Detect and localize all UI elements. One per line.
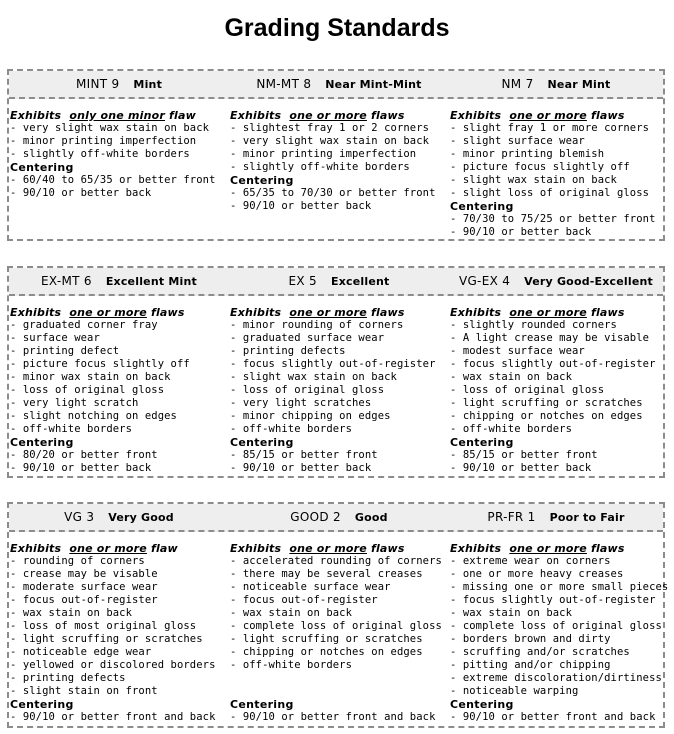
flaw-item: - wax stain on back	[10, 607, 133, 619]
flaw-item: - very slight wax stain on back	[230, 135, 430, 147]
grade-description: Very Good	[108, 510, 174, 524]
flaw-item: - off-white borders	[10, 423, 133, 435]
flaw-item: - light scruffing or scratches	[230, 633, 423, 645]
flaw-item: - off-white borders	[450, 423, 573, 435]
centering-heading: Centering	[230, 436, 294, 449]
flaw-item: - scruffing and/or scratches	[450, 646, 630, 658]
flaw-item: - slight wax stain on back	[230, 371, 397, 383]
grade-description: Near Mint	[547, 77, 611, 91]
flaw-item: - loss of original gloss	[450, 384, 605, 396]
flaw-item: - modest surface wear	[450, 345, 585, 357]
flaw-item: - picture focus slightly off	[10, 358, 190, 370]
flaw-item: - noticeable warping	[450, 685, 579, 697]
exhibits-heading: Exhibits one or more flaws	[230, 306, 405, 319]
centering-item: - 90/10 or better front and back	[230, 711, 436, 723]
flaw-item: - slightly rounded corners	[450, 319, 617, 331]
grade-code: GOOD 2	[290, 510, 341, 524]
grade-description: Very Good-Excellent	[524, 274, 654, 288]
grade-column	[229, 109, 449, 239]
grade-code: VG-EX 4	[458, 274, 511, 288]
flaw-item: - picture focus slightly off	[450, 161, 630, 173]
grade-column	[9, 542, 229, 724]
centering-item: - 90/10 or better front and back	[10, 711, 216, 723]
exhibits-heading: Exhibits one or more flaws	[230, 542, 405, 555]
flaw-item: - light scruffing or scratches	[10, 633, 203, 645]
flaw-item: - very light scratch	[10, 397, 139, 409]
page-title: Grading Standards	[224, 14, 450, 42]
centering-item: - 90/10 or better back	[450, 462, 592, 474]
flaw-item: - noticeable surface wear	[230, 581, 391, 593]
centering-item: - 90/10 or better back	[230, 200, 372, 212]
flaw-item: - slight loss of original gloss	[450, 187, 650, 199]
flaw-item: - crease may be visable	[10, 568, 158, 580]
exhibits-heading: Exhibits one or more flaw	[10, 542, 178, 555]
centering-heading: Centering	[450, 436, 514, 449]
exhibits-heading: Exhibits one or more flaws	[450, 306, 625, 319]
flaw-item: - printing defect	[10, 345, 120, 357]
flaw-item: - minor wax stain on back	[10, 371, 171, 383]
flaw-item: - minor printing blemish	[450, 148, 605, 160]
flaw-item: - chipping or notches on edges	[230, 646, 423, 658]
exhibits-heading: Exhibits only one minor flaw	[10, 109, 196, 122]
grade-description: Mint	[133, 77, 163, 91]
centering-item: - 90/10 or better back	[10, 187, 152, 199]
exhibits-heading: Exhibits one or more flaws	[230, 109, 405, 122]
grade-column	[449, 306, 663, 475]
flaw-item: - slight notching on edges	[10, 410, 177, 422]
flaw-item: - off-white borders	[230, 423, 353, 435]
grade-header	[9, 504, 229, 530]
centering-heading: Centering	[230, 698, 294, 711]
grade-header	[229, 71, 449, 97]
flaw-item: - A light crease may be visable	[450, 332, 650, 344]
flaw-item: - accelerated rounding of corners	[230, 555, 442, 567]
grade-section-1	[7, 69, 665, 241]
grade-header-row	[9, 268, 663, 296]
exhibits-heading: Exhibits one or more flaws	[450, 542, 625, 555]
centering-item: - 90/10 or better back	[230, 462, 372, 474]
centering-item: - 65/35 to 70/30 or better front	[230, 187, 436, 199]
centering-item: - 70/30 to 75/25 or better front	[450, 213, 656, 225]
grade-column	[9, 109, 229, 239]
flaw-item: - slight stain on front	[10, 685, 158, 697]
flaw-item: - slight fray 1 or more corners	[450, 122, 650, 134]
flaw-item: - moderate surface wear	[10, 581, 158, 593]
flaw-item: - graduated surface wear	[230, 332, 385, 344]
flaw-item: - surface wear	[10, 332, 100, 344]
flaw-item: - extreme wear on corners	[450, 555, 611, 567]
flaw-item: - missing one or more small pieces	[450, 581, 669, 593]
flaw-item: - complete loss of original gloss	[450, 620, 662, 632]
flaw-item: - chipping or notches on edges	[450, 410, 643, 422]
flaw-item: - loss of most original gloss	[10, 620, 197, 632]
grade-column	[449, 542, 669, 724]
flaw-item: - noticeable edge wear	[10, 646, 152, 658]
grade-header	[229, 504, 449, 530]
flaw-item: - light scruffing or scratches	[450, 397, 643, 409]
grade-section-3	[7, 502, 669, 728]
flaw-item: - minor chipping on edges	[230, 410, 391, 422]
grade-column	[229, 306, 449, 475]
flaw-item: - extreme discoloration/dirtiness	[450, 672, 662, 684]
flaw-item: - slightly off-white borders	[10, 148, 190, 160]
flaw-item: - loss of original gloss	[10, 384, 165, 396]
centering-item: - 90/10 or better front and back	[450, 711, 656, 723]
flaw-item: - very light scratches	[230, 397, 372, 409]
grade-code: NM-MT 8	[256, 77, 312, 91]
centering-item: - 90/10 or better back	[10, 462, 152, 474]
flaw-item: - loss of original gloss	[230, 384, 385, 396]
flaw-item: - wax stain on back	[450, 607, 573, 619]
centering-heading: Centering	[10, 161, 74, 174]
centering-heading: Centering	[450, 698, 514, 711]
flaw-item: - focus slightly out-of-register	[450, 358, 656, 370]
grade-description: Excellent Mint	[105, 274, 197, 288]
flaw-item: - very slight wax stain on back	[10, 122, 210, 134]
flaw-item: - slightest fray 1 or 2 corners	[230, 122, 430, 134]
exhibits-heading: Exhibits one or more flaws	[450, 109, 625, 122]
flaw-item: - slight surface wear	[450, 135, 585, 147]
centering-item: - 85/15 or better front	[230, 449, 378, 461]
flaw-item: - there may be several creases	[230, 568, 423, 580]
grade-header	[9, 71, 229, 97]
flaw-item: - off-white borders	[230, 659, 353, 671]
grade-column	[449, 109, 663, 239]
flaw-item: - wax stain on back	[230, 607, 353, 619]
grade-code: PR-FR 1	[487, 510, 536, 524]
grade-header	[449, 268, 663, 294]
grade-code: EX 5	[288, 274, 317, 288]
flaw-item: - slight wax stain on back	[450, 174, 617, 186]
centering-item: - 80/20 or better front	[10, 449, 158, 461]
grade-column	[229, 542, 449, 724]
flaw-item: - pitting and/or chipping	[450, 659, 611, 671]
grade-header-row	[9, 71, 663, 99]
grade-description: Poor to Fair	[549, 510, 625, 524]
flaw-item: - wax stain on back	[450, 371, 573, 383]
grade-code: VG 3	[64, 510, 95, 524]
flaw-item: - borders brown and dirty	[450, 633, 611, 645]
flaw-item: - focus slightly out-of-register	[450, 594, 656, 606]
grade-description: Good	[354, 510, 388, 524]
flaw-item: - focus slightly out-of-register	[230, 358, 436, 370]
grade-code: EX-MT 6	[41, 274, 92, 288]
flaw-item: - rounding of corners	[10, 555, 145, 567]
grade-code: NM 7	[501, 77, 534, 91]
grade-header	[449, 504, 663, 530]
centering-item: - 90/10 or better back	[450, 226, 592, 238]
centering-heading: Centering	[10, 436, 74, 449]
flaw-item: - printing defects	[10, 672, 126, 684]
centering-item: - 60/40 to 65/35 or better front	[10, 174, 216, 186]
grade-column	[9, 306, 229, 475]
centering-item: - 85/15 or better front	[450, 449, 598, 461]
grade-header	[229, 268, 449, 294]
flaw-item: - minor rounding of corners	[230, 319, 404, 331]
flaw-item: - slightly off-white borders	[230, 161, 410, 173]
flaw-item: - printing defects	[230, 345, 346, 357]
grade-description: Excellent	[330, 274, 390, 288]
flaw-item: - graduated corner fray	[10, 319, 158, 331]
grade-description: Near Mint-Mint	[325, 77, 422, 91]
grade-header-row	[9, 504, 663, 532]
grade-header	[449, 71, 663, 97]
exhibits-heading: Exhibits one or more flaws	[10, 306, 185, 319]
centering-heading: Centering	[10, 698, 74, 711]
flaw-item: - one or more heavy creases	[450, 568, 624, 580]
flaw-item: - yellowed or discolored borders	[10, 659, 216, 671]
centering-heading: Centering	[450, 200, 514, 213]
flaw-item: - minor printing imperfection	[10, 135, 197, 147]
flaw-item: - focus out-of-register	[230, 594, 378, 606]
flaw-item: - focus out-of-register	[10, 594, 158, 606]
flaw-item: - complete loss of original gloss	[230, 620, 442, 632]
centering-heading: Centering	[230, 174, 294, 187]
grade-header	[9, 268, 229, 294]
grade-section-2	[7, 266, 665, 478]
grade-code: MINT 9	[75, 77, 120, 91]
flaw-item: - minor printing imperfection	[230, 148, 417, 160]
